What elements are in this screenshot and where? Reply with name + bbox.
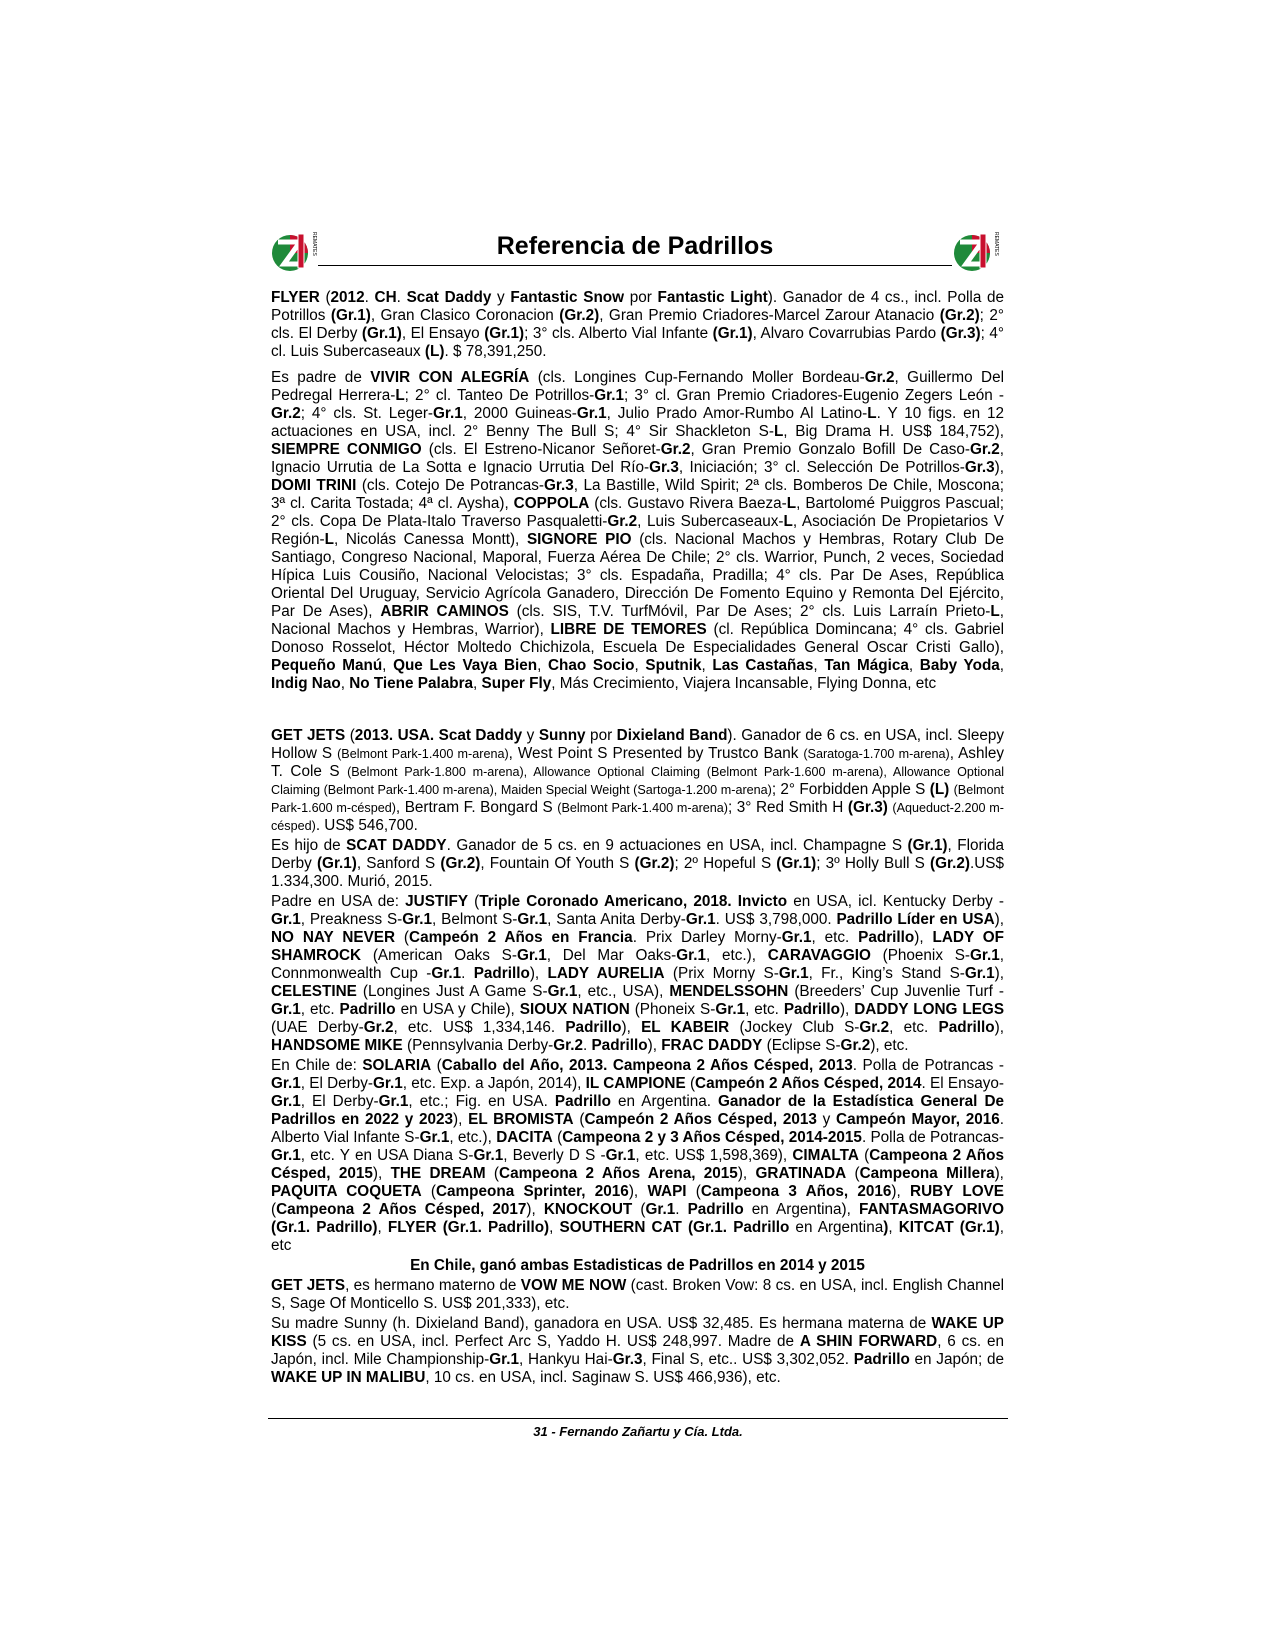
statistics-note: En Chile, ganó ambas Estadisticas de Padrillos en 2014 y 2015: [410, 1257, 865, 1274]
page-footer: 31 - Fernando Zañartu y Cía. Ltda.: [533, 1424, 743, 1439]
svg-text:REMATES: REMATES: [311, 232, 317, 256]
document-body: [271, 289, 1004, 1389]
header-divider: [318, 265, 952, 266]
paragraph-scat-daddy: Es hijo de SCAT DADDY. Ganador de 5 cs. en 9 actuaciones en USA, incl. Champagne S (Gr.1), Florida Derby (Gr.1), Sanford S (Gr.2), Fountain Of Youth S (Gr.2); 2º Hopeful S (Gr.1); 3º Holly Bull S (Gr.2).US$ 1.334,300. Murió, 2015.: [271, 837, 1004, 890]
paragraph-half-brother: GET JETS, es hermano materno de VOW ME NOW (cast. Broken Vow: 8 cs. en USA, incl. English Channel S, Sage Of Monticello S. US$ 201,333), etc.: [271, 1277, 1005, 1312]
zr-remates-logo-left-icon: [270, 228, 320, 274]
paragraph-chile-progeny: En Chile de: SOLARIA (Caballo del Año, 2013. Campeona 2 Años Césped, 2013. Polla de Potrancas -Gr.1, El Derby-Gr.1, etc. Exp. a Japón, 2014), IL CAMPIONE (Campeón 2 Años Césped, 2014. El Ensayo-Gr.1, El Derby-Gr.1, etc.; Fig. en USA. Padrillo en Argentina. Ganador de la Estadística General De Padrillos en 2022 y 2023), EL BROMISTA (Campeón 2 Años Césped, 2013 y Campeón Mayor, 2016. Alberto Vial Infante S-Gr.1, etc.), DACITA (Campeona 2 y 3 Años Césped, 2014-2015. Polla de Potrancas-Gr.1, etc. Y en USA Diana S-Gr.1, Beverly D S -Gr.1, etc. US$ 1,598,369), CIMALTA (Campeona 2 Años Césped, 2015), THE DREAM (Campeona 2 Años Arena, 2015), GRATINADA (Campeona Millera), PAQUITA COQUETA (Campeona Sprinter, 2016), WAPI (Campeona 3 Años, 2016), RUBY LOVE (Campeona 2 Años Césped, 2017), KNOCKOUT (Gr.1. Padrillo en Argentina), FANTASMAGORIVO (Gr.1. Padrillo), FLYER (Gr.1. Padrillo), SOUTHERN CAT (Gr.1. Padrillo en Argentina), KITCAT (Gr.1), etc: [271, 1057, 1005, 1254]
zr-remates-logo-right-icon: [952, 228, 1002, 274]
paragraph-usa-progeny: Padre en USA de: JUSTIFY (Triple Coronado Americano, 2018. Invicto en USA, icl. Kentucky Derby -Gr.1, Preakness S-Gr.1, Belmont S-Gr.1, Santa Anita Derby-Gr.1. US$ 3,798,000. Padrillo Líder en USA), NO NAY NEVER (Campeón 2 Años en Francia. Prix Darley Morny-Gr.1, etc. Padrillo), LADY OF SHAMROCK (American Oaks S-Gr.1, Del Mar Oaks-Gr.1, etc.), CARAVAGGIO (Phoenix S-Gr.1, Connmonwealth Cup -Gr.1. Padrillo), LADY AURELIA (Prix Morny S-Gr.1, Fr., King’s Stand S-Gr.1), CELESTINE (Longines Just A Game S-Gr.1, etc., USA), MENDELSSOHN (Breeders’ Cup Juvenlie Turf -Gr.1, etc. Padrillo en USA y Chile), SIOUX NATION (Phoneix S-Gr.1, etc. Padrillo), DADDY LONG LEGS (UAE Derby-Gr.2, etc. US$ 1,334,146. Padrillo), EL KABEIR (Jockey Club S-Gr.2, etc. Padrillo), HANDSOME MIKE (Pennsylvania Derby-Gr.2. Padrillo), FRAC DADDY (Eclipse S-Gr.2), etc.: [271, 893, 1005, 1054]
paragraph-flyer-progeny: Es padre de VIVIR CON ALEGRÍA (cls. Longines Cup-Fernando Moller Bordeau-Gr.2, Guillermo Del Pedregal Herrera-L; 2° cl. Tanteo De Potrillos-Gr.1; 3° cl. Gran Premio Criadores-Eugenio Zegers León -Gr.2; 4° cls. St. Leger-Gr.1, 2000 Guineas-Gr.1, Julio Prado Amor-Rumbo Al Latino-L. Y 10 figs. en 12 actuaciones en USA, incl. 2° Benny The Bull S; 4° Sir Shackleton S-L, Big Drama H. US$ 184,752), SIEMPRE CONMIGO (cls. El Estreno-Nicanor Señoret-Gr.2, Gran Premio Gonzalo Bofill De Caso-Gr.2, Ignacio Urrutia de La Sotta e Ignacio Urrutia Del Río-Gr.3, Iniciación; 3° cl. Selección De Potrillos-Gr.3), DOMI TRINI (cls. Cotejo De Potrancas-Gr.3, La Bastille, Wild Spirit; 2ª cls. Bomberos De Chile, Moscona; 3ª cl. Carita Tostada; 4ª cl. Aysha), COPPOLA (cls. Gustavo Rivera Baeza-L, Bartolomé Puiggros Pascual; 2° cls. Copa De Plata-Italo Traverso Pasqualetti-Gr.2, Luis Subercaseaux-L, Asociación De Propietarios V Región-L, Nicolás Canessa Montt), SIGNORE PIO (cls. Nacional Machos y Hembras, Rotary Club De Santiago, Congreso Nacional, Maporal, Fuerza Aérea De Chile; 2° cls. Warrior, Punch, 2 veces, Sociedad Hípica Luis Cousiño, Nacional Velocistas; 3° cls. Espadaña, Pradilla; 4° cls. Par De Ases, República Oriental Del Uruguay, Servicio Agrícola Ganadero, Dirección De Fomento Equino y Remonta Del Ejército, Par De Ases), ABRIR CAMINOS (cls. SIS, T.V. TurfMóvil, Par De Ases; 2° cls. Luis Larraín Prieto-L, Nacional Machos y Hembras, Warrior), LIBRE DE TEMORES (cl. República Domincana; 4° cls. Gabriel Donoso Rosselot, Héctor Moltedo Chichizola, Escuela De Especialidades General Oscar Cristi Gallo), Pequeño Manú, Que Les Vaya Bien, Chao Socio, Sputnik, Las Castañas, Tan Mágica, Baby Yoda, Indig Nao, No Tiene Palabra, Super Fly, Más Crecimiento, Viajera Incansable, Flying Donna, etc: [271, 369, 1005, 692]
paragraph-get-jets: GET JETS (2013. USA. Scat Daddy y Sunny por Dixieland Band). Ganador de 6 cs. en USA, incl. Sleepy Hollow S (Belmont Park-1.400 m-arena), West Point S Presented by Trustco Bank (Saratoga-1.700 m-arena), Ashley T. Cole S (Belmont Park-1.800 m-arena), Allowance Optional Claiming (Belmont Park-1.600 m-arena), Allowance Optional Claiming (Belmont Park-1.400 m-arena), Maiden Special Weight (Sartoga-1.200 m-arena); 2° Forbidden Apple S (L) (Belmont Park-1.600 m-césped), Bertram F. Bongard S (Belmont Park-1.400 m-arena); 3° Red Smith H (Gr.3) (Aqueduct-2.200 m-césped). US$ 546,700.: [271, 727, 1005, 834]
svg-text:REMATES: REMATES: [993, 232, 999, 256]
paragraph-dam: Su madre Sunny (h. Dixieland Band), ganadora en USA. US$ 32,485. Es hermana materna de WAKE UP KISS (5 cs. en USA, incl. Perfect Arc S, Yaddo H. US$ 248,997. Madre de A SHIN FORWARD, 6 cs. en Japón, incl. Mile Championship-Gr.1, Hankyu Hai-Gr.3, Final S, etc.. US$ 3,302,052. Padrillo en Japón; de WAKE UP IN MALIBU, 10 cs. en USA, incl. Saginaw S. US$ 466,936), etc.: [271, 1315, 1005, 1386]
paragraph-flyer: FLYER (2012. CH. Scat Daddy y Fantastic Snow por Fantastic Light). Ganador de 4 cs., incl. Polla de Potrillos (Gr.1), Gran Clasico Coronacion (Gr.2), Gran Premio Criadores-Marcel Zarour Atanacio (Gr.2); 2° cls. El Derby (Gr.1), El Ensayo (Gr.1); 3° cls. Alberto Vial Infante (Gr.1), Alvaro Covarrubias Pardo (Gr.3); 4° cl. Luis Subercaseaux (L). $ 78,391,250.: [271, 289, 1005, 360]
footer-divider: [268, 1418, 1008, 1419]
page-title: Referencia de Padrillos: [496, 232, 774, 260]
